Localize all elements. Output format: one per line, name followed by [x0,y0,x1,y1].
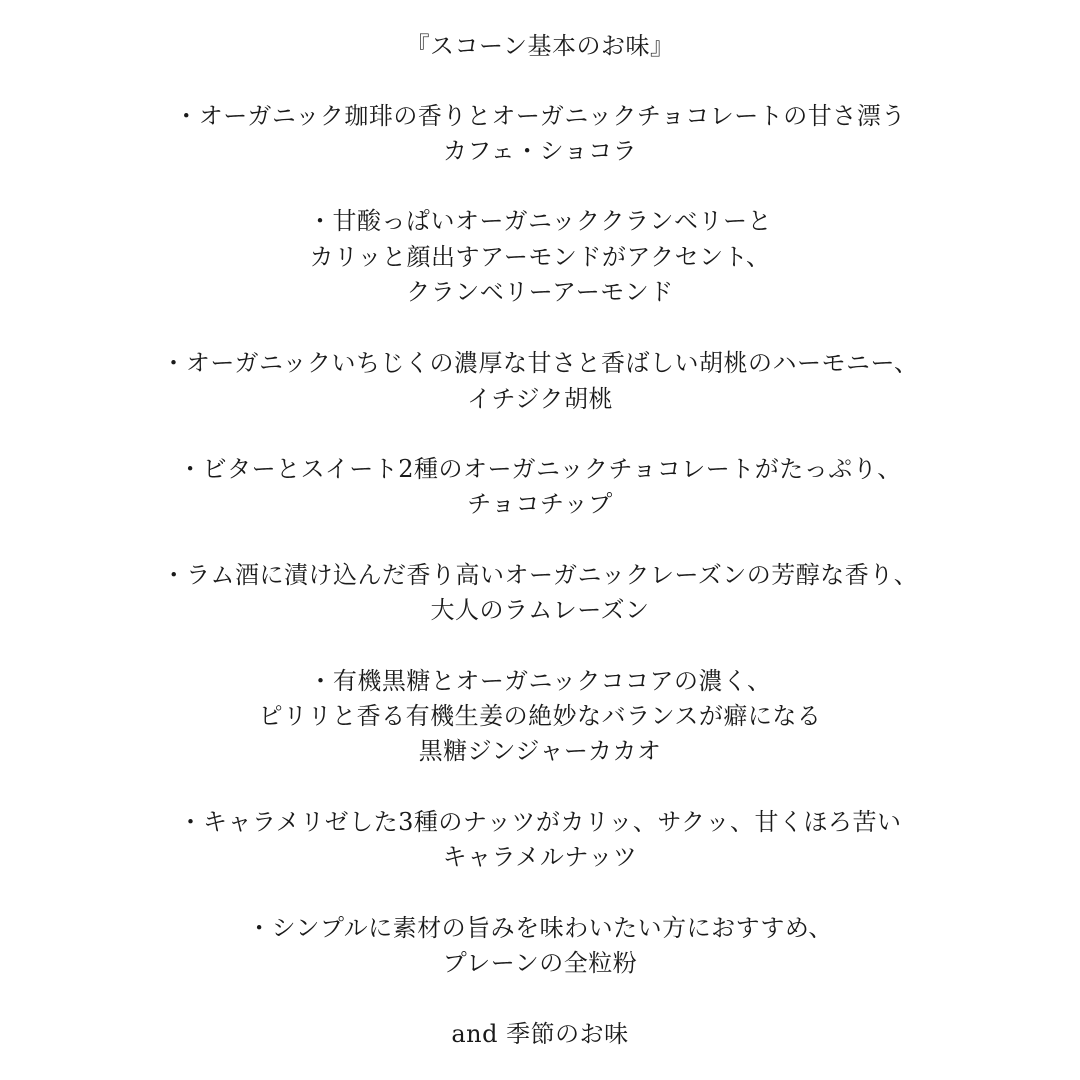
seasonal-footer: and 季節のお味 [451,1020,629,1048]
flavor-name: クランベリーアーモンド [406,278,674,306]
flavor-name: プレーンの全粒粉 [442,949,638,977]
flavor-description: カリッと顔出すアーモンドがアクセント、 [309,243,771,271]
flavor-name: 大人のラムレーズン [430,596,650,624]
flavor-name: キャラメルナッツ [442,843,638,871]
flavor-name: 黒糖ジンジャーカカオ [418,737,662,765]
flavor-name: イチジク胡桃 [466,385,614,413]
flavor-description: ・オーガニックいちじくの濃厚な甘さと香ばしい胡桃のハーモニー、 [161,349,919,377]
flavor-description: ・シンプルに素材の旨みを味わいたい方におすすめ、 [247,914,833,942]
flavor-description: ・甘酸っぱいオーガニッククランベリーと [307,207,773,235]
flavor-description: ・キャラメリゼした3種のナッツがカリッ、サクッ、甘くほろ苦い [178,808,902,836]
flavor-name: カフェ・ショコラ [442,137,638,165]
flavor-description: ・ビターとスイート2種のオーガニックチョコレートがたっぷり、 [178,455,902,483]
flavor-description: ・オーガニック珈琲の香りとオーガニックチョコレートの甘さ漂う [174,102,906,130]
flavor-description: ・ラム酒に漬け込んだ香り高いオーガニックレーズンの芳醇な香り、 [161,561,919,589]
flavor-name: チョコチップ [467,490,613,518]
menu-title: 『スコーン基本のお味』 [405,32,675,60]
flavor-description: ピリリと香る有機生姜の絶妙なバランスが癖になる [258,702,822,730]
flavor-description: ・有機黒糖とオーガニックココアの濃く、 [308,667,772,695]
